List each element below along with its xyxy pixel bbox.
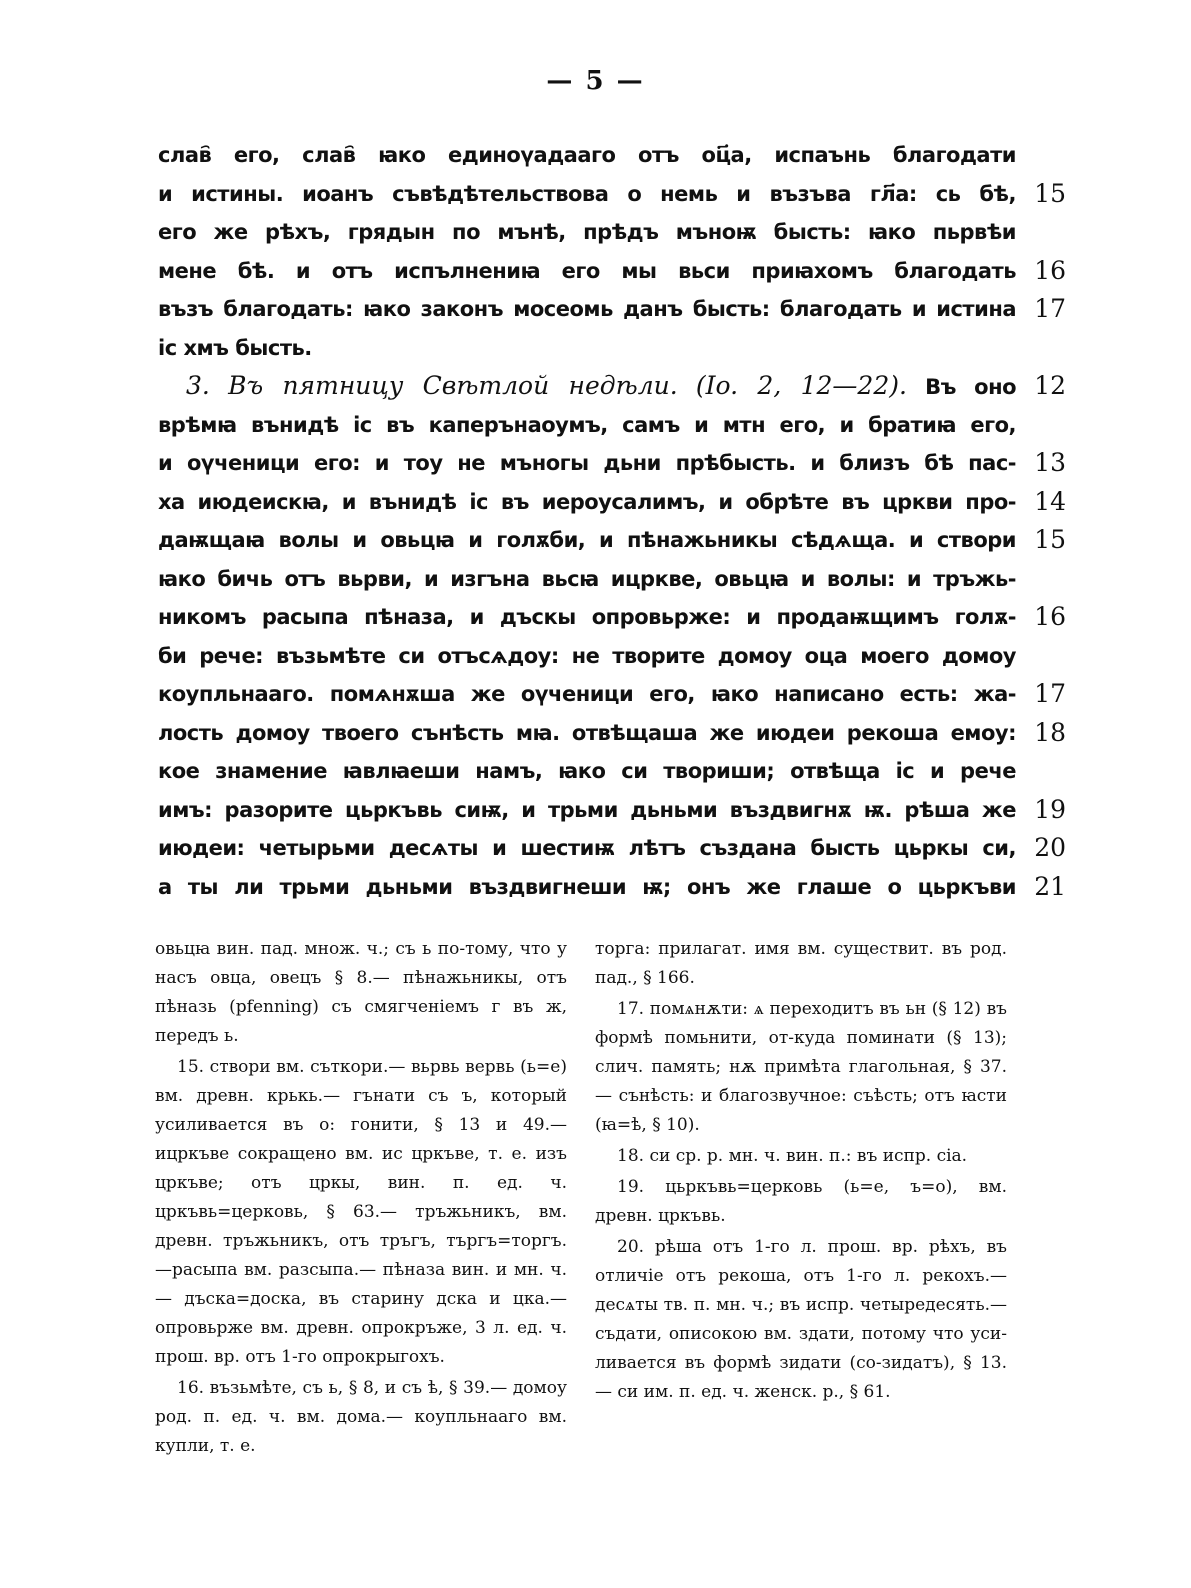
text-line	[158, 136, 1066, 175]
note-paragraph: 15. створи вм. съткори.— вьрвь вервь (ь=е) вм. древн. крькь.— гънати съ ъ, который усиливается въ о: гонити, § 13 и 49.— ицркъве сокращено вм. ис цркъве, т. е. изъ цркъве; отъ цркы, вин. п. ед. ч. цркъвь=церковь, § 63.— тръжьникъ, вм. древн. тръжьникъ, отъ тръгъ, търгъ=торгъ. —расыпа вм. разсыпа.— пѣназа вин. и мн. ч.— дъска=доска, въ старину дска и цка.— опровьрже вм. древн. опрокръже, 3 л. ед. ч. прош. вр. отъ 1-го опрокрыгохъ.	[155, 1057, 567, 1367]
verse-number: 17	[1034, 294, 1066, 323]
section-heading-line	[158, 367, 1066, 406]
line-text: июдеи: четырьми десѧты и шестиѭ лѣтъ създана бысть цьркы си,	[158, 836, 1016, 860]
section-heading	[158, 367, 1016, 407]
section-first-words: Въ оно	[925, 375, 1016, 399]
text-line	[158, 637, 1066, 676]
line-text: имъ: разорите цьркъвь сиѭ, и трьми дьньми въздвигнѫ ѭ. рѣша же	[158, 797, 1016, 822]
verse-number: 13	[1034, 448, 1066, 477]
text-line	[158, 290, 1066, 329]
text-line	[158, 175, 1066, 214]
text-line	[158, 714, 1066, 753]
main-text	[158, 136, 1066, 906]
note-paragraph: 20. рѣша отъ 1-го л. прош. вр. рѣхъ, въ отличіе отъ рекоша, отъ 1-го л. рекохъ.— десѧты тв. п. мн. ч.; въ испр. четыредесять.— съдати, описокою вм. здати, потому что уси-ливается въ формѣ зидати (со-зидатъ), § 13.— си им. п. ед. ч. женск. р., § 61.	[595, 1237, 1007, 1402]
verse-number: 16	[1034, 602, 1066, 631]
verse-number: 19	[1034, 794, 1066, 824]
line-text: никомъ расыпа пѣназа, и дъскы опровьрже: и продаѭщимъ голѫ-	[158, 605, 1016, 629]
notes-left-column	[155, 935, 567, 1463]
verse-number: 20	[1034, 833, 1066, 862]
notes-right-column	[595, 935, 1007, 1409]
text-line	[158, 329, 1066, 368]
line-text: и истины. иоанъ съвѣдѣтельствова о немь и възъва гл҃а: сь бѣ,	[158, 181, 1016, 206]
verse-number: 12	[1034, 371, 1066, 400]
text-line	[158, 406, 1066, 445]
line-text: даѭщаꙗ волы и овьцꙗ и голѫби, и пѣнажьникы сѣдѧща. и створи	[158, 528, 1016, 552]
line-text: кое знамение ꙗвлꙗеши намъ, ꙗко си твориши; отвѣща іс и рече	[158, 759, 1016, 783]
line-text: и оүченици его: и тоу не мъногы дьни прѣбысть. и близъ бѣ пас-	[158, 451, 1016, 475]
verse-number: 15	[1034, 178, 1066, 208]
note-paragraph: 19. цьркъвь=церковь (ь=е, ъ=о), вм. древн. цркъвь.	[595, 1177, 1007, 1226]
text-line	[158, 483, 1066, 522]
line-text: би рече: възьмѣте си отъсѧдоу: не творите домоу оца моего домоу	[158, 643, 1016, 668]
verse-number: 15	[1034, 525, 1066, 554]
line-text: възъ благодать: ꙗко законъ мосеомь данъ бысть: благодать и истина	[158, 297, 1016, 321]
text-line	[158, 868, 1066, 907]
verse-number: 16	[1034, 255, 1066, 285]
text-line	[158, 752, 1066, 791]
text-line	[158, 560, 1066, 599]
line-text: а ты ли трьми дьньми въздвигнеши ѭ; онъ же глаше о цьркъви	[158, 874, 1016, 899]
verse-number: 17	[1034, 679, 1066, 708]
text-line	[158, 791, 1066, 830]
line-text: его же рѣхъ, грядын по мънѣ, прѣдъ мъноѭ бысть: ꙗко пьрвѣи	[158, 220, 1016, 244]
line-text: ха июдеискꙗ, и вънидѣ іс въ иероусалимъ, и обрѣте въ цркви про-	[158, 489, 1016, 514]
verse-number: 18	[1034, 717, 1066, 747]
note-paragraph: торга: прилагат. имя вм. существит. въ род. пад., § 166.	[595, 939, 1007, 988]
line-text: лость домоу твоего сънѣсть мꙗ. отвѣщаша же июдеи рекоша емоу:	[158, 720, 1016, 745]
note-paragraph: 17. помѧнѫти: ѧ переходитъ въ ьн (§ 12) въ формѣ помьнити, от-куда поминати (§ 13); слич. память; нѫ примѣта глагольная, § 37.— сънѣсть: и благозвучное: съѣсть; отъ ꙗсти (ꙗ=ѣ, § 10).	[595, 999, 1007, 1135]
line-text: коупльнааго. помѧнѫша же оүченици его, ꙗко написано есть: жа-	[158, 682, 1016, 706]
text-line	[158, 444, 1066, 483]
text-line	[158, 675, 1066, 714]
section-title: Въ пятницу Свѣтлой недѣли.	[228, 371, 678, 400]
page-number: — 5 —	[546, 66, 645, 96]
verse-number: 14	[1034, 486, 1066, 516]
section-number: 3.	[186, 371, 210, 400]
text-line	[158, 521, 1066, 560]
line-text: слав҄ его, слав҄ ꙗко единоүадааго отъ оц҃а, испаънь благодати	[158, 143, 1016, 167]
text-line	[158, 598, 1066, 637]
text-line	[158, 829, 1066, 868]
text-line	[158, 213, 1066, 252]
line-text: врѣмꙗ вънидѣ іс въ каперънаоумъ, самъ и мтн его, и братиꙗ его,	[158, 412, 1016, 437]
section-reference: (Io. 2, 12—22).	[695, 371, 907, 400]
note-paragraph: 16. възьмѣте, съ ь, § 8, и съ ѣ, § 39.— домоу род. п. ед. ч. вм. дома.— коупльнааго вм. купли, т. е.	[155, 1378, 567, 1456]
note-paragraph: 18. си ср. р. мн. ч. вин. п.: въ испр. сіа.	[617, 1146, 968, 1166]
line-text: ꙗко бичь отъ вьрви, и изгъна вьсꙗ ицркве, овьцꙗ и волы: и тръжь-	[158, 566, 1016, 591]
note-paragraph: овьцꙗ вин. пад. множ. ч.; съ ь по-тому, что у насъ овца, овецъ § 8.— пѣнажьникы, отъ пѣназь (pfenning) съ смягченіемъ г въ ж, передъ ь.	[155, 939, 567, 1046]
line-text: мене бѣ. и отъ испълнениꙗ его мы вьси приꙗхомъ благодать	[158, 258, 1016, 283]
text-line	[158, 252, 1066, 291]
line-text: іс хмъ бысть.	[158, 335, 312, 360]
verse-number: 21	[1034, 871, 1066, 901]
